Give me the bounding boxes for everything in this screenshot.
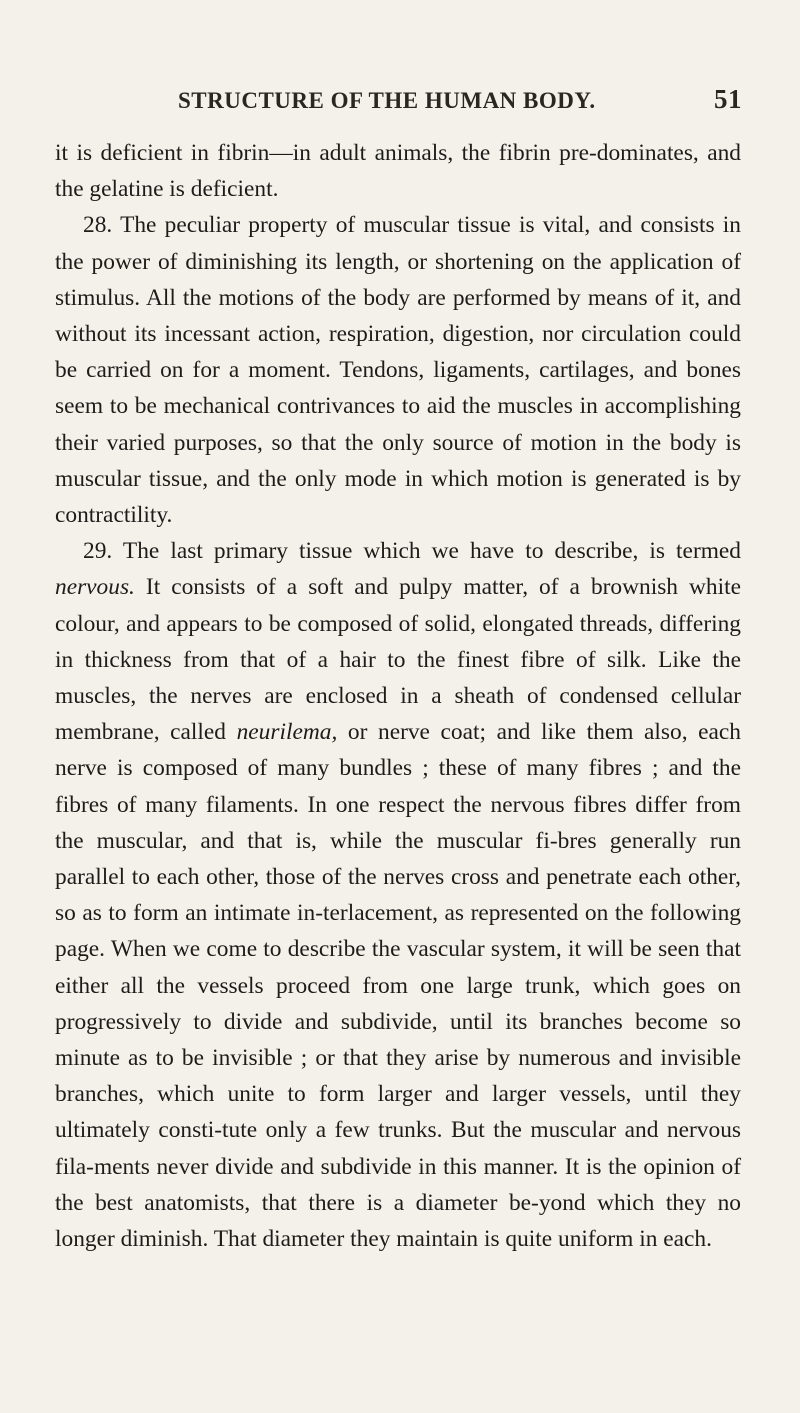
page-number: 51 — [714, 84, 742, 114]
paragraph-text: it is deficient in fibrin—in adult animals, the fibrin pre-dominates, and the gelatine is deficient. — [55, 140, 741, 203]
paragraph-29 — [55, 533, 741, 1257]
italic-term-nervous: nervous. — [55, 574, 135, 601]
paragraph-text: The last primary tissue which we have to describe, is termed — [122, 538, 742, 565]
paragraph-text: It consists of a soft and pulpy matter, of a brownish white colour, and appears to be composed of solid, elongated threads, differing in thickness from that of a hair to the finest fibre of silk. Like the muscles, the nerves are enclosed in a sheath of condensed cellular membrane, called — [55, 574, 741, 746]
paragraph-number: 28. — [83, 212, 113, 239]
paragraph-number: 29. — [83, 538, 113, 565]
paragraph-28 — [55, 207, 741, 533]
paragraph-continuation — [55, 135, 741, 207]
paragraph-text: The peculiar property of muscular tissue is vital, and consists in the power of diminishing its length, or shortening on the application of stimulus. All the motions of the body are performed by means of it, and without its incessant action, respiration, digestion, nor circulation could be carried on for a moment. Tendons, ligaments, cartilages, and bones seem to be mechanical contrivances to aid the muscles in accomplishing their varied purposes, so that the only source of motion in the body is muscular tissue, and the only mode in which motion is generated is by contractility. — [55, 212, 741, 529]
paragraph-text: or nerve coat; and like them also, each nerve is composed of many bundles ; these of many fibres ; and the fibres of many filaments. In one respect the nervous fibres differ from the muscular, and that is, while the muscular fi-bres generally run parallel to each other, those of the nerves cross and penetrate each other, so as to form an intimate in-terlacement, as represented on the following page. When we come to describe the vascular system, it will be seen that either all the vessels proceed from one large trunk, which goes on progressively to divide and subdivide, until its branches become so minute as to be invisible ; or that they arise by numerous and invisible branches, which unite to form larger and larger vessels, until they ultimately consti-tute only a few trunks. But the muscular and nervous fila-ments never divide and subdivide in this manner. It is the opinion of the best anatomists, that there is a diameter be-yond which they no longer diminish. That diameter they maintain is quite uniform in each. — [55, 719, 741, 1253]
running-head — [178, 84, 742, 120]
italic-term-neurilema: neurilema, — [236, 719, 338, 746]
body-text — [55, 135, 741, 1257]
running-title: STRUCTURE OF THE HUMAN BODY. — [178, 88, 596, 113]
